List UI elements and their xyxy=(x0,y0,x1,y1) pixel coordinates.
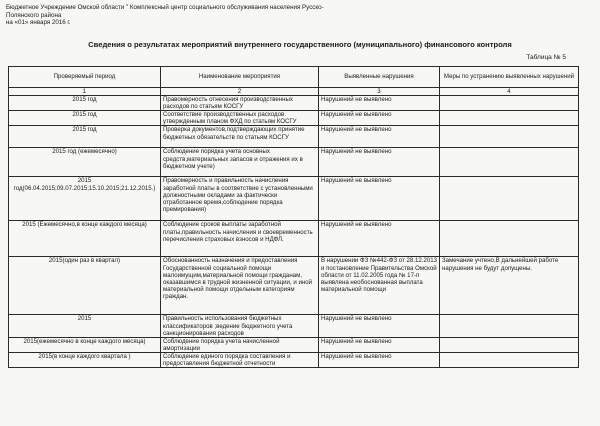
measure-cell: Правильность использования бюджетных классификаторов ;ведение бюджетного учета санкционирования расходов xyxy=(161,315,319,337)
actions-cell xyxy=(440,126,579,148)
column-header: Выявленные нарушения xyxy=(319,67,440,88)
violations-cell: Нарушений не выявлено xyxy=(319,177,440,221)
table-row xyxy=(9,148,579,177)
organization-header xyxy=(6,4,426,27)
period-cell: 2015 xyxy=(9,315,161,337)
violations-cell: Нарушений не выявлено xyxy=(319,315,440,337)
table-row xyxy=(9,315,579,337)
period-cell: 2015 год xyxy=(9,96,161,111)
column-number: 2 xyxy=(161,88,319,96)
table-row xyxy=(9,221,579,257)
org-line: Бюджетное Учреждение Омской области " Комплексный центр социального обслуживания населения Русско- xyxy=(6,4,324,11)
column-header: Наименование мероприятия xyxy=(161,67,319,88)
violations-cell: Нарушений не выявлено xyxy=(319,126,440,148)
actions-cell xyxy=(440,177,579,221)
column-number: 4 xyxy=(440,88,579,96)
measure-cell: Правомерность и правильность начисления заработной платы в соответствие с установленными должностными окладами за фактически отработанное время,соблюдение порядка премирования) xyxy=(161,177,319,221)
table-row xyxy=(9,96,579,111)
column-header: Проверяемый период xyxy=(9,67,161,88)
column-number-row xyxy=(9,88,579,96)
report-date: на «01» января 2016 г. xyxy=(6,19,71,27)
org-line: Полянского района xyxy=(6,11,62,19)
column-number: 1 xyxy=(9,88,161,96)
table-row xyxy=(9,126,579,148)
table-number: Таблица № 5 xyxy=(526,54,566,61)
column-number: 3 xyxy=(319,88,440,96)
column-header: Меры по устранению выявленных нарушений xyxy=(440,67,579,88)
violations-cell: Нарушений не выявлено xyxy=(319,221,440,257)
actions-cell xyxy=(440,148,579,177)
actions-cell xyxy=(440,337,579,352)
table-row xyxy=(9,352,579,367)
control-results-table xyxy=(8,66,579,368)
actions-cell xyxy=(440,221,579,257)
violations-cell: Нарушений не выявлено xyxy=(319,352,440,367)
measure-cell: Соответствие производственных расходов утвержденным планом ФХД по статьям КОСГУ xyxy=(161,111,319,126)
measure-cell: Обоснованность назначения и предоставления Государственной социальной помощи малоимущим,материальной помощи гражданам, оказавшимся в трудной жизненной ситуации, и иной материальной помощи отдельным категориям граждан. xyxy=(161,257,319,315)
measure-cell: Соблюдение порядка учета основных средств,материальных запасов и отражения их в бюджетном учете) xyxy=(161,148,319,177)
violations-cell: Нарушений не выявлено xyxy=(319,111,440,126)
table-row xyxy=(9,177,579,221)
actions-cell xyxy=(440,96,579,111)
violations-cell: В нарушении ФЗ №442-ФЗ от 28.12.2013 и постановление Правительства Омской области от 11.02.2005 года № 17-п выявлена необоснованная выплата материальной помощи xyxy=(319,257,440,315)
actions-cell xyxy=(440,352,579,367)
measure-cell: Соблюдение единого порядка составления и предоставления бюджетной отчетности xyxy=(161,352,319,367)
measure-cell: Соблюдение сроков выплаты заработной платы,правильность начисления и своевременность перечисления страховых взносов и НДФЛ. xyxy=(161,221,319,257)
actions-cell: Замечание учтено,В дальнейшей работе нарушения не будут допущены. xyxy=(440,257,579,315)
violations-cell: Нарушений не выявлено xyxy=(319,96,440,111)
period-cell: 2015 год xyxy=(9,111,161,126)
period-cell: 2015 год (ежемесячно) xyxy=(9,148,161,177)
measure-cell: Соблюдение порядка учета начисленной амортизации xyxy=(161,337,319,352)
measure-cell: Правомерность отнесения производственных расходов по статьям КОСГУ xyxy=(161,96,319,111)
period-cell: 2015(ежемесячно в конце каждого месяца) xyxy=(9,337,161,352)
violations-cell: Нарушений не выявлено xyxy=(319,148,440,177)
violations-cell: Нарушений не выявлено xyxy=(319,337,440,352)
table-row xyxy=(9,111,579,126)
actions-cell xyxy=(440,315,579,337)
table-row xyxy=(9,257,579,315)
period-cell: 2015 год(06.04.2015;09.07.2015;15.10.2015;21.12.2015.) xyxy=(9,177,161,221)
period-cell: 2015(один раз в квартал) xyxy=(9,257,161,315)
actions-cell xyxy=(440,111,579,126)
measure-cell: Проверка документов,подтверждающих принятие бюджетных обязательств по статьям КОСГУ xyxy=(161,126,319,148)
table-row xyxy=(9,337,579,352)
period-cell: 2015(в конце каждого квартала ) xyxy=(9,352,161,367)
table-header-row xyxy=(9,67,579,88)
document-title: Сведения о результатах мероприятий внутреннего государственного (муниципального) финансового контроля xyxy=(88,40,512,49)
period-cell: 2015 год xyxy=(9,126,161,148)
period-cell: 2015 (Ежемесячно,в конце каждого месяца) xyxy=(9,221,161,257)
